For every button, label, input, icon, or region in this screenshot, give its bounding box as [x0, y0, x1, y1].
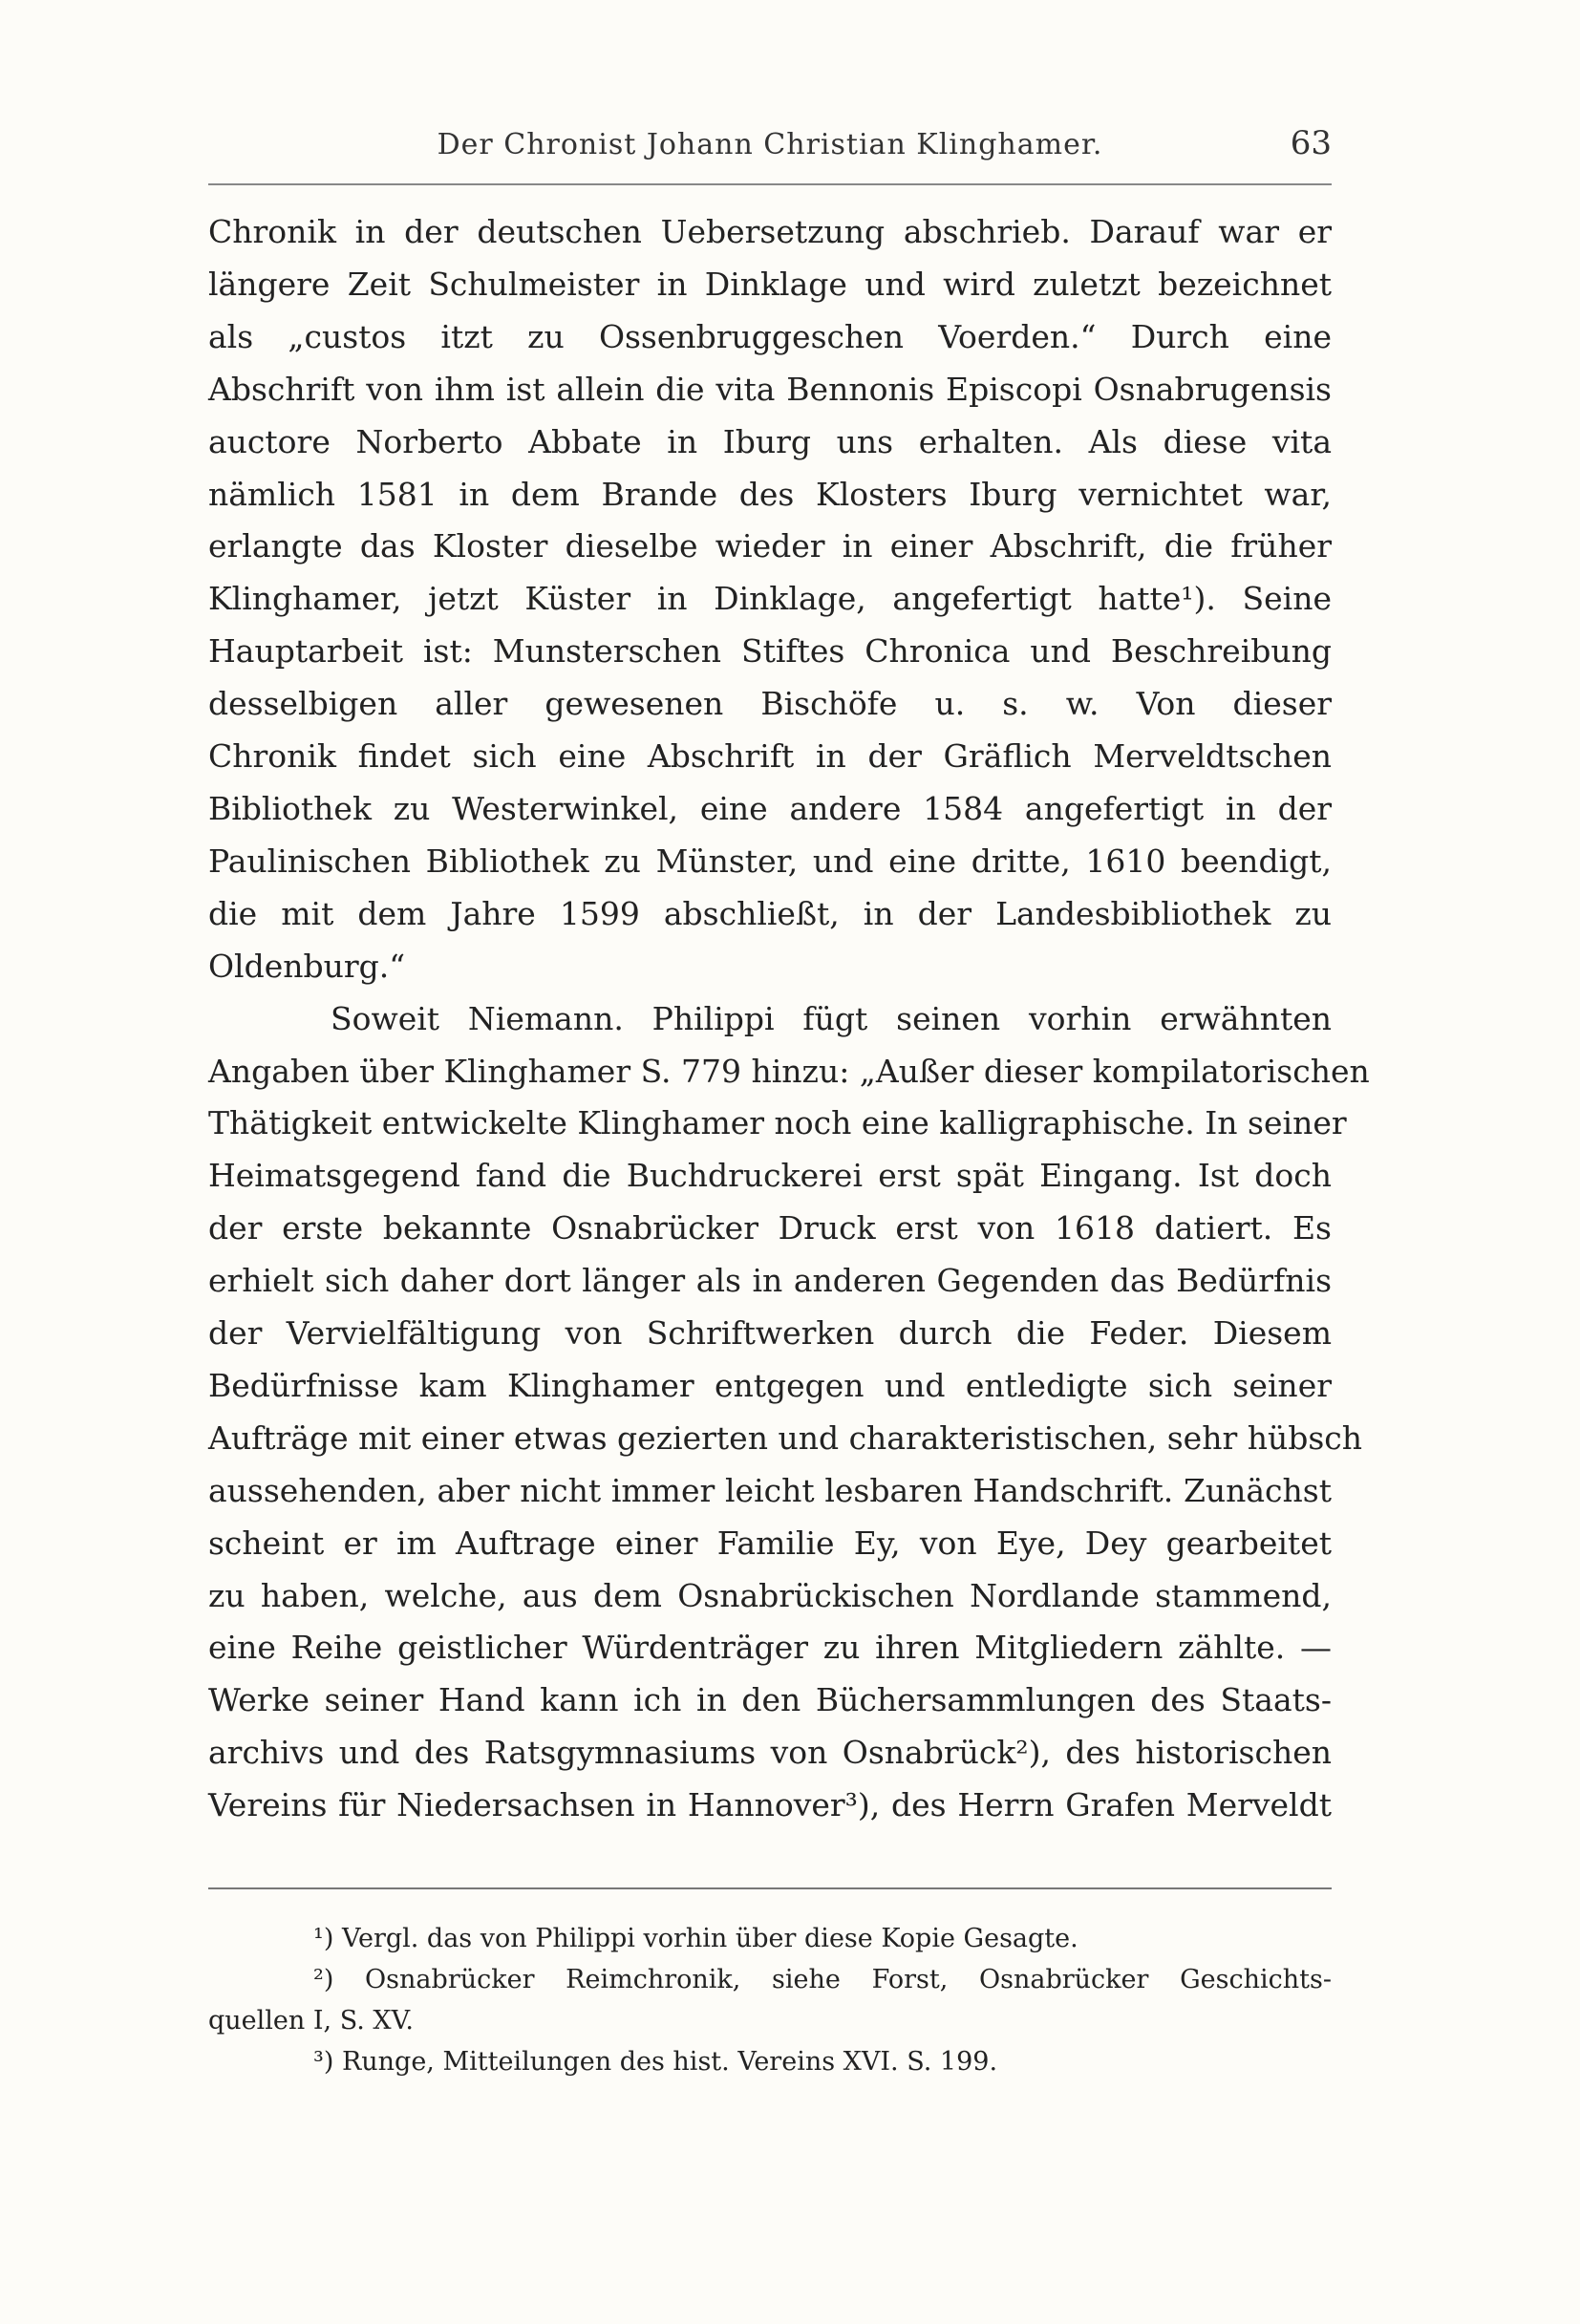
text-line: Aufträge mit einer etwas gezierten und charakteristischen, sehr hübsch [208, 1418, 1363, 1457]
text-line: längere Zeit Schulmeister in Dinklage und wird zuletzt bezeichnet [208, 265, 1332, 303]
text-line: archivs und des Ratsgymnasiums von Osnabrück²), des historischen [208, 1734, 1332, 1772]
text-line: als „custos itzt zu Ossenbruggeschen Voerden.“ Durch eine [208, 317, 1332, 355]
text-line: Chronik in der deutschen Uebersetzung abschrieb. Darauf war er [208, 213, 1332, 250]
text-line: Thätigkeit entwickelte Klinghamer noch eine kalligraphische. In seiner [208, 1104, 1347, 1142]
text-line: Hauptarbeit ist: Munsterschen Stiftes Chronica und Beschreibung [208, 632, 1332, 671]
text-line: Werke seiner Hand kann ich in den Büchersammlungen des Staats- [208, 1681, 1332, 1719]
text-line: Paulinischen Bibliothek zu Münster, und eine dritte, 1610 beendigt, [208, 842, 1332, 880]
text-line: Bedürfnisse kam Klinghamer entgegen und entledigte sich seiner [208, 1366, 1332, 1404]
text-line: aussehenden, aber nicht immer leicht lesbaren Handschrift. Zunächst [208, 1471, 1332, 1509]
text-line: der Vervielfältigung von Schriftwerken durch die Feder. Diesem [208, 1314, 1332, 1353]
text-line: eine Reihe geistlicher Würdenträger zu ihren Mitgliedern zählte. — [208, 1629, 1332, 1667]
text-line: der erste bekannte Osnabrücker Druck erst von 1618 datiert. Es [208, 1209, 1332, 1247]
text-line: Bibliothek zu Westerwinkel, eine andere 1584 angefertigt in der [208, 789, 1332, 827]
text-line: nämlich 1581 in dem Brande des Klosters Iburg vernichtet war, [208, 475, 1332, 513]
text-line: Vereins für Niedersachsen in Hannover³), des Herrn Grafen Merveldt [208, 1786, 1332, 1824]
page [208, 122, 1370, 2082]
text-line: die mit dem Jahre 1599 abschließt, in der Landesbibliothek zu [208, 894, 1332, 932]
text-line: auctore Norberto Abbate in Iburg uns erhalten. Als diese vita [208, 422, 1332, 460]
text-line: Heimatsgegend fand die Buchdruckerei erst spät Eingang. Ist doch [208, 1157, 1332, 1195]
footnote-rule [208, 1887, 1332, 1889]
footnote-line: quellen I, S. XV. [208, 2006, 414, 2036]
body-text [208, 206, 1370, 1832]
text-line: Oldenburg.“ [208, 947, 406, 985]
page-number: 63 [1290, 124, 1332, 162]
footnote-line: ¹) Vergl. das von Philippi vorhin über diese Kopie Gesagte. [313, 1924, 1078, 1954]
footnote-line: ³) Runge, Mitteilungen des hist. Vereins XVI. S. 199. [313, 2047, 998, 2078]
text-line: Soweit Niemann. Philippi fügt seinen vorhin erwähnten [331, 999, 1332, 1037]
running-title: Der Chronist Johann Christian Klinghamer. [437, 128, 1103, 161]
text-line: Angaben über Klinghamer S. 779 hinzu: „Außer dieser kompilatorischen [208, 1052, 1370, 1090]
text-line: Abschrift von ihm ist allein die vita Bennonis Episcopi Osnabrugensis [208, 370, 1332, 408]
text-line: erhielt sich daher dort länger als in anderen Gegenden das Bedürfnis [208, 1262, 1332, 1300]
text-line: scheint er im Auftrage einer Familie Ey, von Eye, Dey gearbeitet [208, 1524, 1332, 1562]
text-line: Chronik findet sich eine Abschrift in der Gräflich Merveldtschen [208, 737, 1332, 776]
footnote-line: ²) Osnabrücker Reimchronik, siehe Forst, Osnabrücker Geschichts- [313, 1965, 1332, 1995]
footnotes [208, 1918, 1332, 2082]
text-line: zu haben, welche, aus dem Osnabrückischen Nordlande stammend, [208, 1576, 1332, 1614]
text-line: erlangte das Kloster dieselbe wieder in einer Abschrift, die früher [208, 527, 1332, 565]
text-line: Klinghamer, jetzt Küster in Dinklage, angefertigt hatte¹). Seine [208, 580, 1332, 618]
running-head [208, 122, 1332, 183]
header-rule [208, 183, 1332, 185]
text-line: desselbigen aller gewesenen Bischöfe u. s. w. Von dieser [208, 685, 1332, 723]
